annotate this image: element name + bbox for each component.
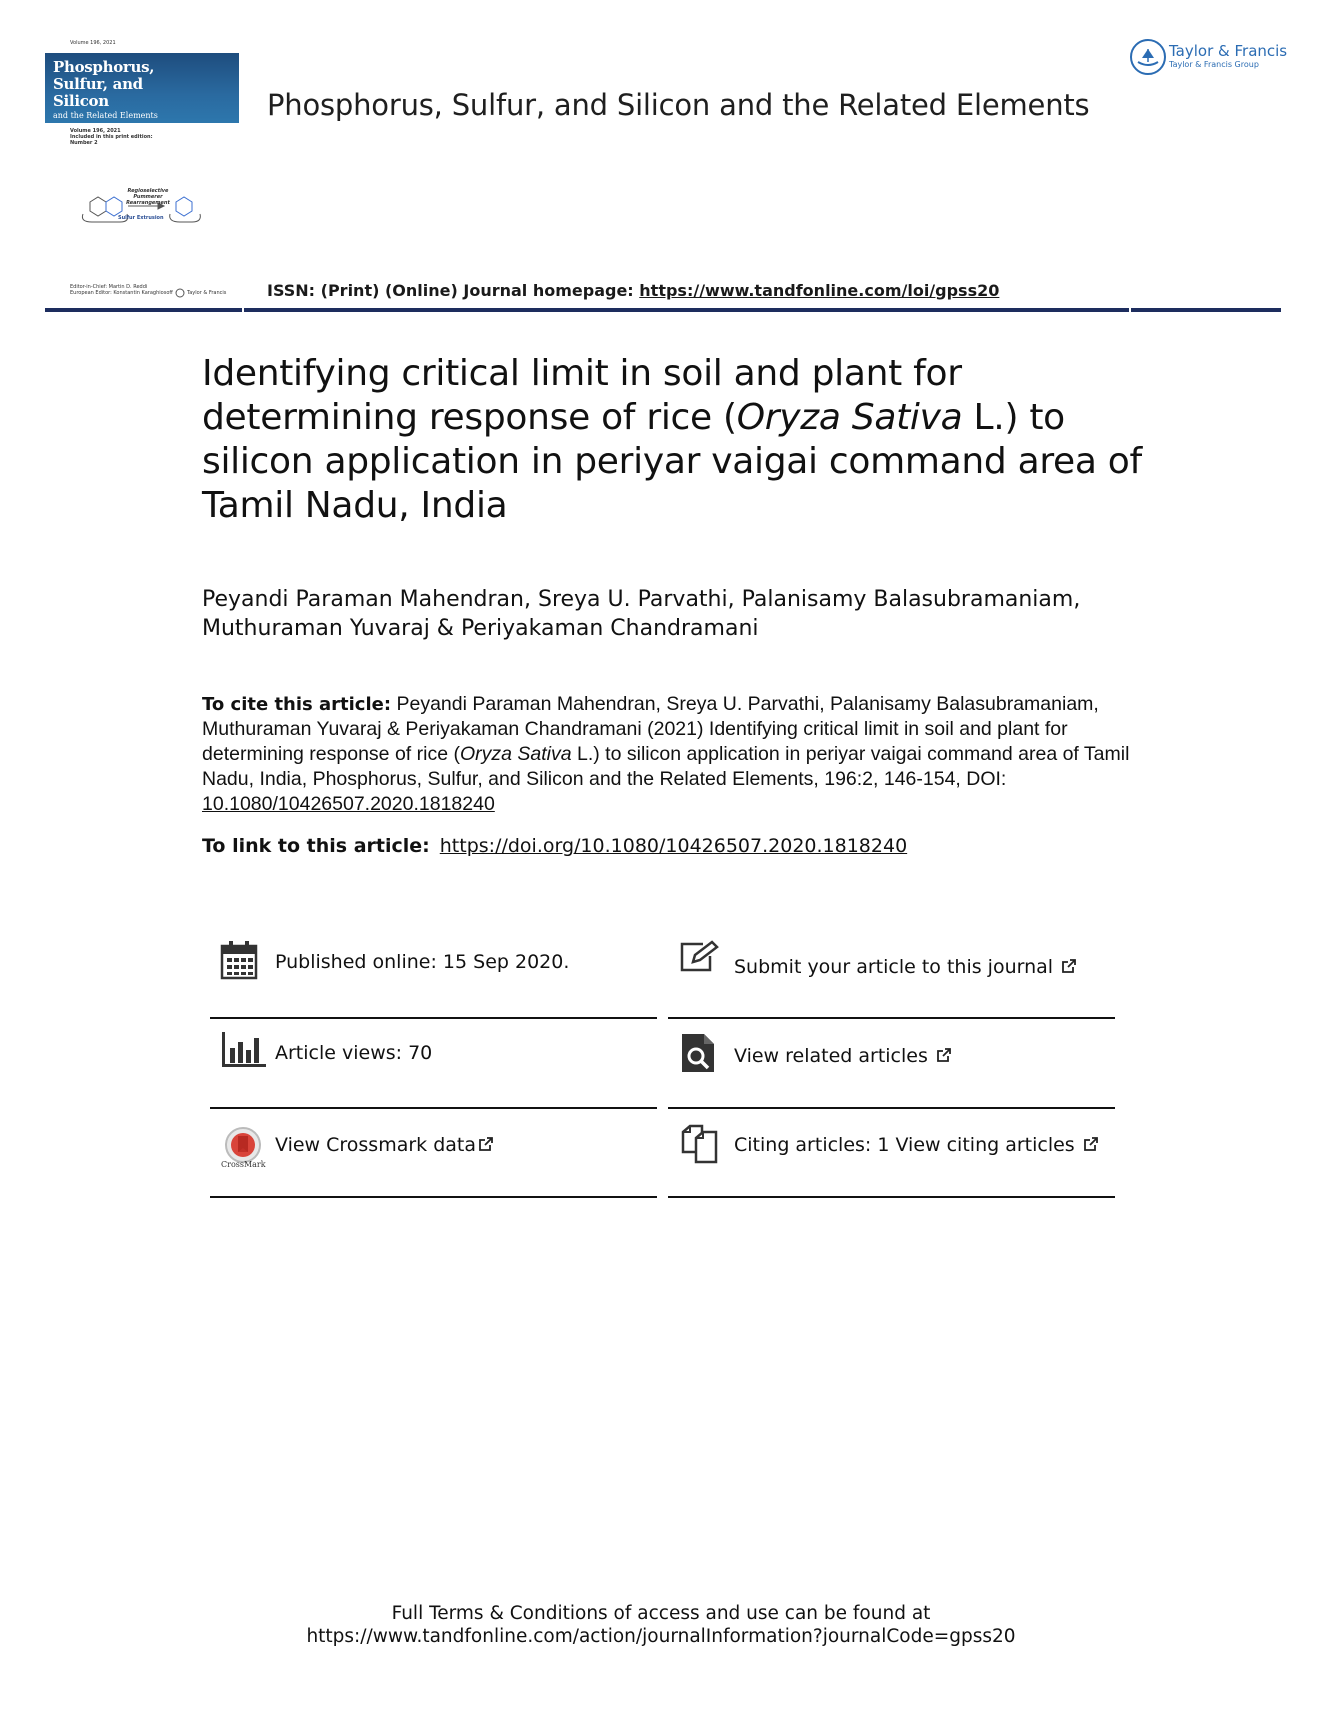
cover-volume-info [70, 128, 153, 146]
info-divider [210, 1107, 657, 1109]
search-document-icon [680, 1032, 716, 1074]
terms-text: Full Terms & Conditions of access and use can be found at [391, 1603, 931, 1624]
info-divider [210, 1196, 657, 1198]
info-divider [668, 1107, 1115, 1109]
published-date: Published online: 15 Sep 2020. [275, 951, 570, 973]
cover-volume-label: Volume 196, 2021 [70, 40, 116, 46]
edit-icon [679, 940, 721, 974]
external-link-icon [1061, 958, 1077, 974]
header-divider-gap [242, 308, 244, 312]
citing-articles-link[interactable] [734, 1134, 1099, 1156]
journal-homepage-link[interactable]: https://www.tandfonline.com/loi/gpss20 [639, 281, 1000, 300]
journal-title: Phosphorus, Sulfur, and Silicon and the Related Elements [267, 88, 1090, 122]
article-authors: Peyandi Paraman Mahendran, Sreya U. Parvathi, Palanisamy Balasubramaniam, Muthuraman Yuvaraj & Periyakaman Chandramani [202, 587, 1081, 641]
crossmark-label: View Crossmark data [275, 1134, 477, 1156]
crossmark-icon [224, 1126, 262, 1164]
article-title [202, 352, 1142, 528]
citation-label: To cite this article: [202, 694, 392, 715]
info-divider [668, 1196, 1115, 1198]
cover-title-line: Silicon [53, 92, 109, 110]
info-divider [210, 1017, 657, 1019]
cover-editor-line: European Editor: Konstantin Karaghiosoff [70, 290, 173, 296]
citation-text: Peyandi Paraman Mahendran, Sreya U. Parvathi, Palanisamy Balasubramaniam, Muthuraman Yuvaraj & Periyakaman Chandramani (2021) Identifying critical limit in soil and plant for determining response of rice ( [202, 693, 1099, 765]
header-divider-gap [1129, 308, 1131, 312]
citation-text: L.) to silicon application in periyar vaigai command area of Tamil Nadu, India, Phosphorus, Sulfur, and Silicon and the Related Elements, 196:2, 146-154, DOI: [202, 743, 1130, 790]
terms-footer [0, 1602, 1322, 1648]
cover-scheme-label: Pummerer [133, 194, 163, 200]
taylor-francis-icon [1129, 38, 1167, 76]
article-link-line [202, 835, 907, 857]
cover-publisher-icon [175, 288, 185, 298]
article-title-text: L.) to silicon application in periyar vaigai command area of Tamil Nadu, India [202, 397, 1142, 526]
crossmark-link[interactable] [275, 1134, 494, 1156]
cover-scheme-caption [118, 188, 178, 206]
crossmark-logo-text: CrossMark [221, 1160, 266, 1169]
article-link-label: To link to this article: [202, 835, 430, 857]
publisher-logo[interactable] [1129, 38, 1289, 78]
issn-line [267, 281, 999, 300]
article-title-species: Oryza Sativa [736, 397, 963, 438]
cover-volume-line: Number 2 [70, 140, 98, 146]
article-title-text: Identifying critical limit in soil and plant for determining response of rice ( [202, 353, 962, 438]
cover-editors [70, 284, 173, 296]
info-divider [668, 1017, 1115, 1019]
citation-block [202, 692, 1162, 817]
terms-url[interactable]: https://www.tandfonline.com/action/journalInformation?journalCode=gpss20 [306, 1626, 1016, 1647]
cover-scheme-label: Rearrangement [126, 200, 170, 206]
calendar-icon [220, 940, 258, 980]
bar-chart-icon [222, 1032, 266, 1068]
article-views: Article views: 70 [275, 1042, 433, 1064]
external-link-icon [478, 1136, 494, 1152]
cover-title-line: Sulfur, and [53, 75, 143, 93]
cover-subtitle: and the Related Elements [53, 111, 158, 120]
citing-articles-label: Citing articles: 1 View citing articles [734, 1134, 1075, 1156]
related-articles-link[interactable] [734, 1045, 952, 1067]
article-doi-link[interactable]: https://doi.org/10.1080/10426507.2020.1818240 [439, 835, 908, 857]
cover-title-line: Phosphorus, [53, 58, 155, 76]
issn-label: ISSN: (Print) (Online) Journal homepage: [267, 281, 640, 300]
publisher-group: Taylor & Francis Group [1169, 60, 1259, 69]
related-articles-label: View related articles [734, 1045, 928, 1067]
cover-scheme-label: Regioselective [127, 188, 169, 194]
citation-species: Oryza Sativa [459, 743, 572, 765]
external-link-icon [936, 1047, 952, 1063]
cover-scheme-label: Sulfur Extrusion [118, 215, 164, 221]
cover-publisher-name: Taylor & Francis [187, 290, 227, 296]
submit-article-label: Submit your article to this journal [734, 956, 1054, 978]
external-link-icon [1083, 1136, 1099, 1152]
copy-documents-icon [680, 1124, 720, 1164]
cover-volume-line: Included in this print edition: [70, 134, 153, 140]
header-divider [45, 308, 1281, 312]
cover-editor-line: Editor-in-Chief: Martin D. Reddi [70, 284, 148, 290]
journal-cover [45, 53, 239, 123]
citation-doi-link[interactable]: 10.1080/10426507.2020.1818240 [202, 793, 495, 815]
submit-article-link[interactable] [734, 956, 1077, 978]
cover-volume-line: Volume 196, 2021 [70, 128, 121, 134]
publisher-name: Taylor & Francis [1169, 42, 1288, 60]
